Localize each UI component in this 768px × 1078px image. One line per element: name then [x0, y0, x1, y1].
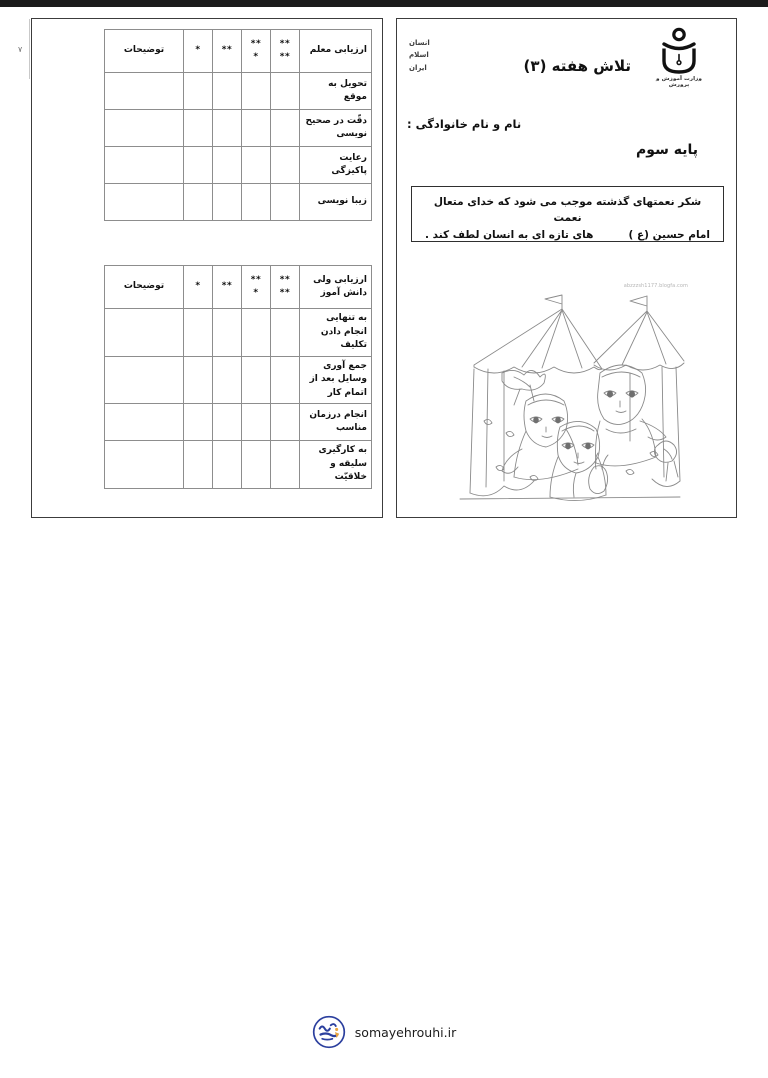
quote-attribution-row [421, 229, 714, 241]
criterion-creativity: به کارگیری سلیقه و خلاقیّت [300, 441, 372, 489]
notes-cell[interactable] [105, 356, 184, 404]
notes-cell[interactable] [105, 441, 184, 489]
score-cell[interactable] [271, 309, 300, 357]
score-cell[interactable] [184, 73, 213, 110]
table-row [105, 309, 372, 357]
quote-line-2: های تازه ای به انسان لطف کند . [425, 228, 594, 241]
score-cell[interactable] [242, 356, 271, 404]
table-row [105, 147, 372, 184]
rating-1-star: * [184, 266, 213, 309]
emblem-caption: وزارت آموزش و پرورش [656, 76, 702, 88]
score-cell[interactable] [242, 404, 271, 441]
criterion-independent-homework: به تنهایی انجام دادن تکلیف [300, 309, 372, 357]
triad-item-human: انسان [409, 39, 430, 47]
grade-label: پایه سوم [636, 142, 698, 158]
score-cell[interactable] [242, 147, 271, 184]
score-cell[interactable] [184, 184, 213, 221]
notes-cell[interactable] [105, 73, 184, 110]
rating-3-star: ** * [242, 266, 271, 309]
criterion-tidying-up: جمع آوری وسایل بعد از اتمام کار [300, 356, 372, 404]
score-cell[interactable] [213, 73, 242, 110]
table-row [105, 110, 372, 147]
site-url: somayehrouhi.ir [354, 1024, 457, 1040]
ministry-emblem [650, 27, 708, 88]
teacher-table-title: ارزیابی معلم [300, 30, 372, 73]
page-title: تلاش هفته (۳) [523, 57, 631, 75]
score-cell[interactable] [213, 356, 242, 404]
triad-item-islam: اسلام [409, 51, 429, 60]
score-cell[interactable] [184, 309, 213, 357]
rating-3-star: ** * [242, 30, 271, 73]
score-cell[interactable] [271, 441, 300, 489]
rating-4-star: ** ** [271, 266, 300, 309]
table-row [105, 184, 372, 221]
score-cell[interactable] [213, 184, 242, 221]
illustration-watermark: abzzzsh1177.blogfa.com [623, 283, 688, 289]
evaluation-panel [31, 18, 383, 518]
criterion-on-time-delivery: تحویل به موقع [300, 73, 372, 110]
score-cell[interactable] [213, 147, 242, 184]
site-logo-icon [312, 1015, 346, 1049]
notes-cell[interactable] [105, 110, 184, 147]
ministry-emblem-icon [659, 27, 699, 75]
worksheet-content-panel [396, 18, 737, 518]
score-cell[interactable] [271, 404, 300, 441]
score-cell[interactable] [271, 356, 300, 404]
score-cell[interactable] [271, 147, 300, 184]
table-row [105, 73, 372, 110]
worksheet-sheet [0, 7, 768, 1078]
score-cell[interactable] [242, 441, 271, 489]
criterion-cleanliness: رعایت پاکیزگی [300, 147, 372, 184]
page-number: ۷ [18, 45, 23, 54]
coloring-illustration-artwork [444, 281, 694, 513]
criterion-on-time-completion: انجام درزمان مناسب [300, 404, 372, 441]
score-cell[interactable] [242, 73, 271, 110]
rating-4-star: ** ** [271, 30, 300, 73]
score-cell[interactable] [184, 441, 213, 489]
table-row [105, 356, 372, 404]
notes-cell[interactable] [105, 404, 184, 441]
score-cell[interactable] [242, 309, 271, 357]
coloring-illustration [444, 281, 694, 513]
score-cell[interactable] [213, 110, 242, 147]
table-header-row [105, 30, 372, 73]
score-cell[interactable] [213, 309, 242, 357]
quote-box [411, 186, 724, 242]
top-band [0, 0, 768, 7]
criterion-beautiful-writing: زیبا نویسی [300, 184, 372, 221]
score-cell[interactable] [271, 184, 300, 221]
table-row [105, 404, 372, 441]
score-cell[interactable] [213, 404, 242, 441]
score-cell[interactable] [242, 184, 271, 221]
rating-2-star: ** [213, 30, 242, 73]
quote-line-1: شکر نعمتهای گذشته موجب می شود که خدای متعال نعمت [433, 196, 702, 225]
score-cell[interactable] [271, 73, 300, 110]
table-row [105, 441, 372, 489]
parent-notes-header: توضیحات [105, 266, 184, 309]
parent-table-title: ارزیابی ولی دانش آموز [300, 266, 372, 309]
notes-cell[interactable] [105, 184, 184, 221]
notes-cell[interactable] [105, 309, 184, 357]
rating-2-star: ** [213, 266, 242, 309]
triad-item-iran: ایران [409, 63, 427, 72]
rating-1-star: * [184, 30, 213, 73]
criterion-correct-writing: دقّت در صحیح نویسی [300, 110, 372, 147]
teacher-notes-header: توضیحات [105, 30, 184, 73]
score-cell[interactable] [213, 441, 242, 489]
parent-evaluation-table [104, 265, 372, 489]
triad-labels [409, 37, 430, 74]
score-cell[interactable] [184, 356, 213, 404]
notes-cell[interactable] [105, 147, 184, 184]
margin-rule [29, 19, 30, 79]
score-cell[interactable] [184, 147, 213, 184]
score-cell[interactable] [242, 110, 271, 147]
worksheet-header [397, 19, 736, 111]
site-footer [0, 1015, 768, 1049]
score-cell[interactable] [184, 404, 213, 441]
student-name-label: نام و نام خانوادگی : [407, 117, 522, 131]
teacher-evaluation-table [104, 29, 372, 221]
score-cell[interactable] [271, 110, 300, 147]
score-cell[interactable] [184, 110, 213, 147]
table-header-row [105, 266, 372, 309]
quote-attribution: امام حسین (ع ) [628, 228, 710, 241]
